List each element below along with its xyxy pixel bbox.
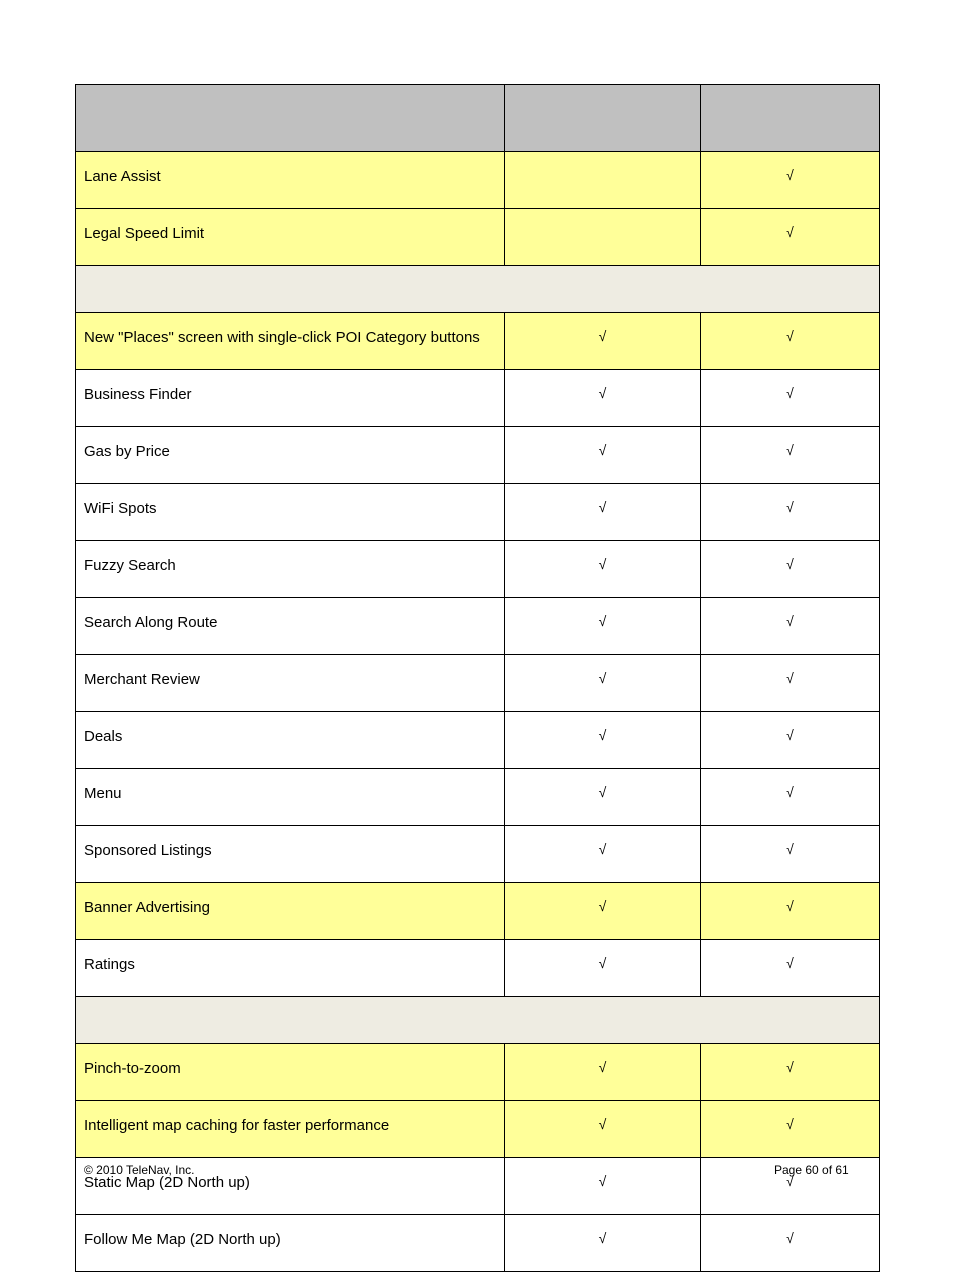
feature-name: Intelligent map caching for faster performance bbox=[76, 1101, 505, 1158]
feature-name: Banner Advertising bbox=[76, 883, 505, 940]
table-row bbox=[76, 940, 880, 997]
checkmark-col1: √ bbox=[505, 484, 701, 541]
feature-name: Pinch-to-zoom bbox=[76, 1044, 505, 1101]
checkmark-col2: √ bbox=[701, 769, 880, 826]
feature-name: Legal Speed Limit bbox=[76, 209, 505, 266]
checkmark-col2: √ bbox=[701, 152, 880, 209]
checkmark-col2: √ bbox=[701, 209, 880, 266]
checkmark-col1 bbox=[505, 209, 701, 266]
section-row bbox=[76, 997, 880, 1044]
table-row bbox=[76, 313, 880, 370]
checkmark-col2: √ bbox=[701, 1044, 880, 1101]
checkmark-col1: √ bbox=[505, 1044, 701, 1101]
table-row bbox=[76, 541, 880, 598]
checkmark-col1: √ bbox=[505, 541, 701, 598]
feature-name: Menu bbox=[76, 769, 505, 826]
table-row bbox=[76, 883, 880, 940]
checkmark-col1: √ bbox=[505, 313, 701, 370]
feature-name: Merchant Review bbox=[76, 655, 505, 712]
footer-page-number: Page 60 of 61 bbox=[774, 1163, 849, 1177]
checkmark-col1: √ bbox=[505, 1215, 701, 1272]
checkmark-col2: √ bbox=[701, 826, 880, 883]
checkmark-col1: √ bbox=[505, 427, 701, 484]
header-cell-col1 bbox=[505, 85, 701, 152]
table-header-row bbox=[76, 85, 880, 152]
table-row bbox=[76, 1101, 880, 1158]
feature-comparison-table bbox=[75, 84, 880, 1272]
feature-name: Follow Me Map (2D North up) bbox=[76, 1215, 505, 1272]
checkmark-col2: √ bbox=[701, 1101, 880, 1158]
checkmark-col1: √ bbox=[505, 883, 701, 940]
checkmark-col2: √ bbox=[701, 1158, 880, 1215]
feature-name: Business Finder bbox=[76, 370, 505, 427]
feature-name: Lane Assist bbox=[76, 152, 505, 209]
checkmark-col2: √ bbox=[701, 883, 880, 940]
checkmark-col1: √ bbox=[505, 370, 701, 427]
checkmark-col1: √ bbox=[505, 769, 701, 826]
feature-name: Deals bbox=[76, 712, 505, 769]
feature-name: Sponsored Listings bbox=[76, 826, 505, 883]
feature-name: WiFi Spots bbox=[76, 484, 505, 541]
checkmark-col1: √ bbox=[505, 598, 701, 655]
checkmark-col2: √ bbox=[701, 1215, 880, 1272]
section-cell bbox=[76, 266, 880, 313]
feature-name: Fuzzy Search bbox=[76, 541, 505, 598]
table-row bbox=[76, 370, 880, 427]
checkmark-col2: √ bbox=[701, 712, 880, 769]
table-row bbox=[76, 484, 880, 541]
checkmark-col2: √ bbox=[701, 541, 880, 598]
table-row bbox=[76, 598, 880, 655]
checkmark-col1: √ bbox=[505, 655, 701, 712]
checkmark-col2: √ bbox=[701, 427, 880, 484]
checkmark-col2: √ bbox=[701, 313, 880, 370]
table-row bbox=[76, 1215, 880, 1272]
checkmark-col1 bbox=[505, 152, 701, 209]
checkmark-col1: √ bbox=[505, 826, 701, 883]
checkmark-col2: √ bbox=[701, 655, 880, 712]
checkmark-col1: √ bbox=[505, 1101, 701, 1158]
table-row bbox=[76, 427, 880, 484]
checkmark-col1: √ bbox=[505, 940, 701, 997]
feature-name: Search Along Route bbox=[76, 598, 505, 655]
footer-copyright: © 2010 TeleNav, Inc. bbox=[84, 1163, 195, 1177]
checkmark-col1: √ bbox=[505, 1158, 701, 1215]
section-row bbox=[76, 266, 880, 313]
checkmark-col2: √ bbox=[701, 940, 880, 997]
table-row bbox=[76, 769, 880, 826]
checkmark-col2: √ bbox=[701, 370, 880, 427]
table-row bbox=[76, 826, 880, 883]
checkmark-col2: √ bbox=[701, 484, 880, 541]
checkmark-col1: √ bbox=[505, 712, 701, 769]
feature-name: Gas by Price bbox=[76, 427, 505, 484]
checkmark-col2: √ bbox=[701, 598, 880, 655]
header-cell-feature bbox=[76, 85, 505, 152]
feature-name: Static Map (2D North up) bbox=[76, 1158, 505, 1215]
table-row bbox=[76, 1158, 880, 1215]
feature-name: New "Places" screen with single-click POI Category buttons bbox=[76, 313, 505, 370]
table-row bbox=[76, 209, 880, 266]
table-row bbox=[76, 655, 880, 712]
feature-name: Ratings bbox=[76, 940, 505, 997]
header-cell-col2 bbox=[701, 85, 880, 152]
section-cell bbox=[76, 997, 880, 1044]
table-row bbox=[76, 712, 880, 769]
table-row bbox=[76, 1044, 880, 1101]
table-row bbox=[76, 152, 880, 209]
